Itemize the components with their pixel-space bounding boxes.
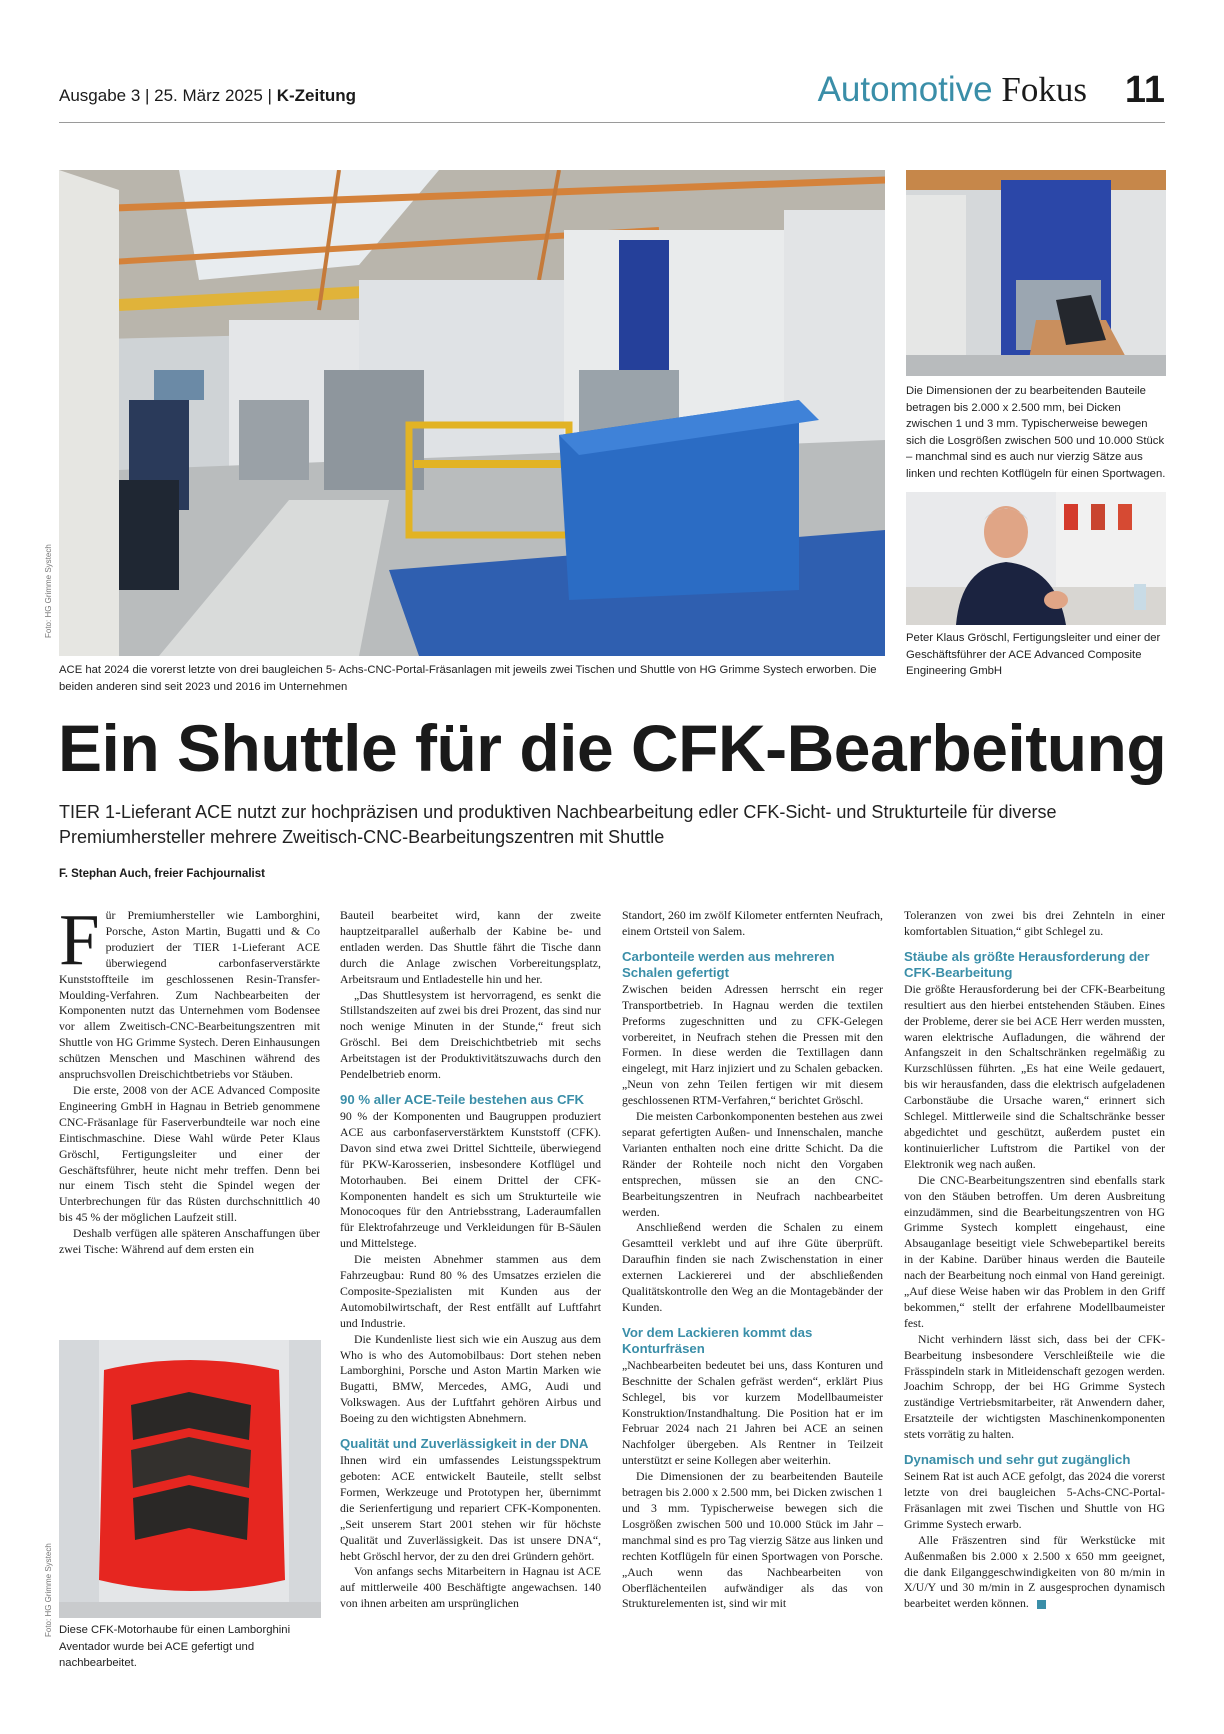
subheading: Vor dem Lackieren kommt das Konturfräsen xyxy=(622,1324,813,1356)
paragraph-text: ür Premiumhersteller wie Lamborghini, Porsche, Aston Martin, Bugatti und & Co produziert der TIER 1-Lieferant ACE überwiegend carbonfaserverstärkte Kunststoffteile im geschlossenen Resin-Transfer-Moulding-Verfahren. Zum Nachbearbeiten der Komponenten nutzt das Unternehmen vom Bodensee vor allem Zweitisch-CNC-Bearbeitungszentren mit Shuttle von HG Grimme Systech. Deren Einhausungen schützen Menschen und Maschinen während des anspruchsvollen Dreischichtbetriebs vor Stäuben. xyxy=(59,908,320,1082)
page-header xyxy=(59,62,1165,123)
paragraph: Die größte Herausforderung bei der CFK-Bearbeitung resultiert aus den hierbei entstehenden Stäuben. Eines der Probleme, derer sie bei ACE Herr werden mussten, waren elektrische Aufladungen, die während der Anfangszeit in den Schaltschränken regelmäßig zu Kurzschlüssen führten. „Es hat eine Weile gedauert, bis wir herausfanden, dass die elektrisch aufgeladenen Carbonstäube die Ursache waren,“ erinnert sich Schlegel. Mittlerweile sind die Schaltschränke besser abgedichtet und geschützt, außerdem pustet ein kontinuierlicher Luftstrom die Partikel von der Elektronik weg nach außen. xyxy=(904,981,1165,1171)
subheading: Stäube als größte Herausforderung der CFK-Bearbeitung xyxy=(904,948,1150,980)
paragraph: Seinem Rat ist auch ACE gefolgt, das 2024 die vorerst letzte von drei baugleichen 5-Achs-CNC-Portal-Fräsanlagen mit zwei Tischen und Shuttle von HG Grimme Systech erwarb. xyxy=(904,1469,1165,1531)
portrait-photo-caption: Peter Klaus Gröschl, Fertigungsleiter und einer der Geschäftsführer der ACE Advanced Composite Engineering GmbH xyxy=(906,632,1161,677)
paragraph: Die erste, 2008 von der ACE Advanced Composite Engineering GmbH in Hagnau in Betrieb genommene CNC-Fräsanlage für Faserverbundteile war noch eine Eintischmaschine. Diese Wahl würde Peter Klaus Gröschl, Fertigungsleiter und einer der Geschäftsführer, heute nicht mehr treffen. Denn bei nur einem Tisch steht die Spindel wegen der Unterbrechungen für das Rüsten durchschnittlich 40 bis 45 % der möglichen Laufzeit still. xyxy=(59,1082,320,1225)
paragraph: Standort, 260 im zwölf Kilometer entfernten Neufrach, einem Ortsteil von Salem. xyxy=(622,908,883,938)
paragraph: Die meisten Carbonkomponenten bestehen aus zwei separat gefertigten Außen- und Innenschalen, manche Varianten enthalten noch eine dritte Schicht. Da die Ränder der Rohteile noch nicht den Vorgaben entsprechen, müssen sie an den CNC-Bearbeitungszentren in Neufrach nachbearbeitet werden. xyxy=(622,1109,883,1219)
paragraph: Zwischen beiden Adressen herrscht ein reger Transportbetrieb. In Hagnau werden die textilen Preforms zugeschnitten und zu CFK-Gelegen vorbereitet, in Neufrach stehen die Pressen mit den Formen. In diese werden die Textillagen dann eingelegt, mit Harz injiziert und zu Schalen gebacken. „Neun von zehn Teilen fertigen wir mit diesem geschlossenen RTM-Verfahren,“ berichtet Gröschl. xyxy=(622,981,883,1108)
article-end-marker xyxy=(1037,1600,1046,1609)
article-byline: F. Stephan Auch, freier Fachjournalist xyxy=(59,868,265,880)
photo-machine-closeup xyxy=(906,170,1166,376)
hood-photo-caption: Diese CFK-Motorhaube für einen Lamborghini Aventador wurde bei ACE gefertigt und nachbearbeitet. xyxy=(59,1624,291,1669)
paragraph: Von anfangs sechs Mitarbeitern in Hagnau ist ACE auf mittlerweile 400 Beschäftigte angewachsen. 140 von ihnen arbeiten am ursprünglichen xyxy=(340,1564,601,1611)
top-right-photo-caption: Die Dimensionen der zu bearbeitenden Bauteile betragen bis 2.000 x 2.500 mm, bei Dicken zwischen 1 und 3 mm. Typischerweise bewegen sich die Losgrößen zwischen 500 und 10.000 Stück – manchmal sind es auch nur vierzig Sätze aus linken und rechten Kotflügeln für einen Sportwagen. xyxy=(906,385,1166,480)
article-headline: Ein Shuttle für die CFK-Bearbeitung xyxy=(58,711,1167,785)
photo-credit-main: Foto: HG Grimme Systech xyxy=(44,544,53,638)
paragraph: Toleranzen von zwei bis drei Zehnteln in einer komfortablen Situation,“ gibt Schlegel zu. xyxy=(904,908,1165,938)
photo-lamborghini-hood xyxy=(59,1340,321,1618)
section-fokus: Fokus xyxy=(1001,70,1087,109)
paragraph: Deshalb verfügen alle späteren Anschaffungen über zwei Tische: Während auf dem ersten ein xyxy=(59,1226,320,1257)
publication-name: K-Zeitung xyxy=(276,86,357,105)
section-automotive: Automotive xyxy=(817,70,993,109)
paragraph xyxy=(59,899,320,1083)
paragraph-text: Alle Fräszentren sind für Werkstücke mit Außenmaßen bis 2.000 x 2.500 x 650 mm geeignet, die dank Eilganggeschwindigkeiten von 80 m/min in X/U/Y und 30 m/min in Z ausgesprochen dynamisch bearbeitet werden können. xyxy=(904,1532,1165,1611)
paragraph: Die CNC-Bearbeitungszentren sind ebenfalls stark von den Stäuben betroffen. Um deren Ausbreitung einzudämmen, sind die Bearbeitungszentren von HG Grimme Systech komplett eingehaust, eine Absauganlage beseitigt viele Schwebepartikel bereits in der Kabine. Darüber hinaus werden die Bauteile nach der Bearbeitung noch einmal von Hand gereinigt. „Auf diese Weise haben wir das Problem in den Griff bekommen,“ stellt der erfahrene Modellbaumeister fest. xyxy=(904,1172,1165,1330)
subheading: Carbonteile werden aus mehreren Schalen gefertigt xyxy=(622,948,835,980)
issue-date: Ausgabe 3 | 25. März 2025 | xyxy=(59,86,277,105)
article-column-3 xyxy=(622,908,883,1612)
paragraph: 90 % der Komponenten und Baugruppen produziert ACE aus carbonfaserverstärktem Kunststoff (CFK). Davon sind etwa zwei Drittel Sichtteile, überwiegend für PKW-Karosserien, insbesondere Kotflügel und Motorhauben. Bei einem Drittel der CFK-Komponenten handelt es sich um Strukturteile wie Monocoques für den Antriebsstrang, Laderaumfallen für Elektrofahrzeuge und Verkleidungen für B-Säulen und Mittelstege. xyxy=(340,1108,601,1251)
paragraph xyxy=(904,1533,1165,1613)
article-subheadline: TIER 1-Lieferant ACE nutzt zur hochpräzisen und produktiven Nachbearbeitung edler CFK-Sicht- und Strukturteile für diverse Premiumhersteller mehrere Zweitisch-CNC-Bearbeitungszentren mit Shuttle xyxy=(59,802,1057,847)
subheading: Dynamisch und sehr gut zugänglich xyxy=(904,1452,1131,1468)
drop-cap: F xyxy=(59,899,100,980)
main-photo-caption: ACE hat 2024 die vorerst letzte von drei baugleichen 5- Achs-CNC-Portal-Fräsanlagen mit jeweils zwei Tischen und Shuttle von HG Grimme Systech erworben. Die beiden anderen sind seit 2023 und 2016 im Unternehmen xyxy=(59,664,877,693)
paragraph: Anschließend werden die Schalen zu einem Gesamtteil verklebt und auf ihre Güte überprüft. Daraufhin finden sie nach Zwischenstation in einer externen Lackiererei und der abschließenden Qualitätskontrolle den Weg an die Montagebänder der Kunden. xyxy=(622,1220,883,1314)
photo-credit-hood: Foto: HG Grimme Systech xyxy=(44,1543,53,1637)
paragraph: Die meisten Abnehmer stammen aus dem Fahrzeugbau: Rund 80 % des Umsatzes erzielen die Composite-Spezialisten mit Kunden aus der Automobilwirtschaft, der Rest entfällt auf Luftfahrt und Industrie. xyxy=(340,1252,601,1330)
main-photo-machine-hall xyxy=(59,170,885,656)
paragraph: Die Kundenliste liest sich wie ein Auszug aus dem Who is who des Automobilbaus: Dort stehen neben Lamborghini, Porsche und Aston Martin Marken wie Bugatti, BMW, Mercedes, AMG, Audi und Volkswagen. Aus der Luftfahrt gehören Airbus und Boeing zu den wichtigsten Abnehmern. xyxy=(340,1331,601,1426)
paragraph: Bauteil bearbeitet wird, kann der zweite hauptzeitparallel außerhalb der Kabine be- und entladen werden. Das Shuttle fährt die Tische dann durch die Anlage zwischen Vorbereitungsplatz, Arbeitsraum und Entladestelle hin und her. xyxy=(340,908,601,986)
paragraph: „Das Shuttlesystem ist hervorragend, es senkt die Stillstandszeiten auf zwei bis drei Prozent, das sind nur noch wenige Minuten in der Stunde,“ freut sich Gröschl. Bei dem Dreischichtbetrieb mit sechs Arbeitstagen ist der Produktivitätszuwachs durch den Pendelbetrieb enorm. xyxy=(340,987,601,1082)
paragraph: Ihnen wird ein umfassendes Leistungsspektrum geboten: ACE entwickelt Bauteile, stellt selbst Formen, Werkzeuge und Prototypen her, übernimmt die Serienfertigung und repariert CFK-Komponenten. „Seit unserem Start 2001 stehen wir für höchste Qualität und Zuverlässigkeit. Das ist unsere DNA“, hebt Gröschl hervor, der zu den drei Gründern gehört. xyxy=(340,1453,601,1563)
subheading: Qualität und Zuverlässigkeit in der DNA xyxy=(340,1436,589,1452)
paragraph: Nicht verhindern lässt sich, dass bei der CFK-Bearbeitung insbesondere Verschleißteile wie die Frässpindeln stark in Mitleidenschaft gezogen werden. Joachim Schropp, der bei HG Grimme Systech zuständige Vertriebsmitarbeiter, rät Anwendern daher, Ersatzteile der wichtigsten Maschinenkomponenten stets vorrätig zu halten. xyxy=(904,1331,1165,1442)
paragraph: „Nachbearbeiten bedeutet bei uns, dass Konturen und Beschnitte der Schalen gefräst werden“, erklärt Pius Schlegel, bis vor kurzem Modellbaumeister Konstruktion/Instandhaltung. Die Position hat er im Februar 2024 nach 21 Jahren bei ACE an seinen Nachfolger übergeben. Als Rentner in Teilzeit unterstützt er seine Kollegen aber weiterhin. xyxy=(622,1357,883,1468)
paragraph: Die Dimensionen der zu bearbeitenden Bauteile betragen bis 2.000 x 2.500 mm, bei Dicken zwischen 1 und 3 mm. Typischerweise bewegen sich die Losgrößen zwischen 500 und 10.000 Stück im Jahr – manchmal sind es pro Tag vierzig Sätze aus linken und rechten Kotflügeln für einen Sportwagen von Porsche. „Auch wenn das Nachbearbeiten von Oberflächenteilen aufwändiger als das von Strukturelementen ist, sind wir mit xyxy=(622,1469,883,1611)
article-column-1 xyxy=(59,899,320,1258)
section-title xyxy=(818,70,1087,110)
subheading: 90 % aller ACE-Teile bestehen aus CFK xyxy=(340,1091,585,1107)
article-column-4 xyxy=(904,908,1165,1612)
article-column-2 xyxy=(340,908,601,1612)
photo-portrait-groeschl xyxy=(906,492,1166,625)
issue-line xyxy=(59,86,356,106)
page-number: 11 xyxy=(1124,69,1165,111)
